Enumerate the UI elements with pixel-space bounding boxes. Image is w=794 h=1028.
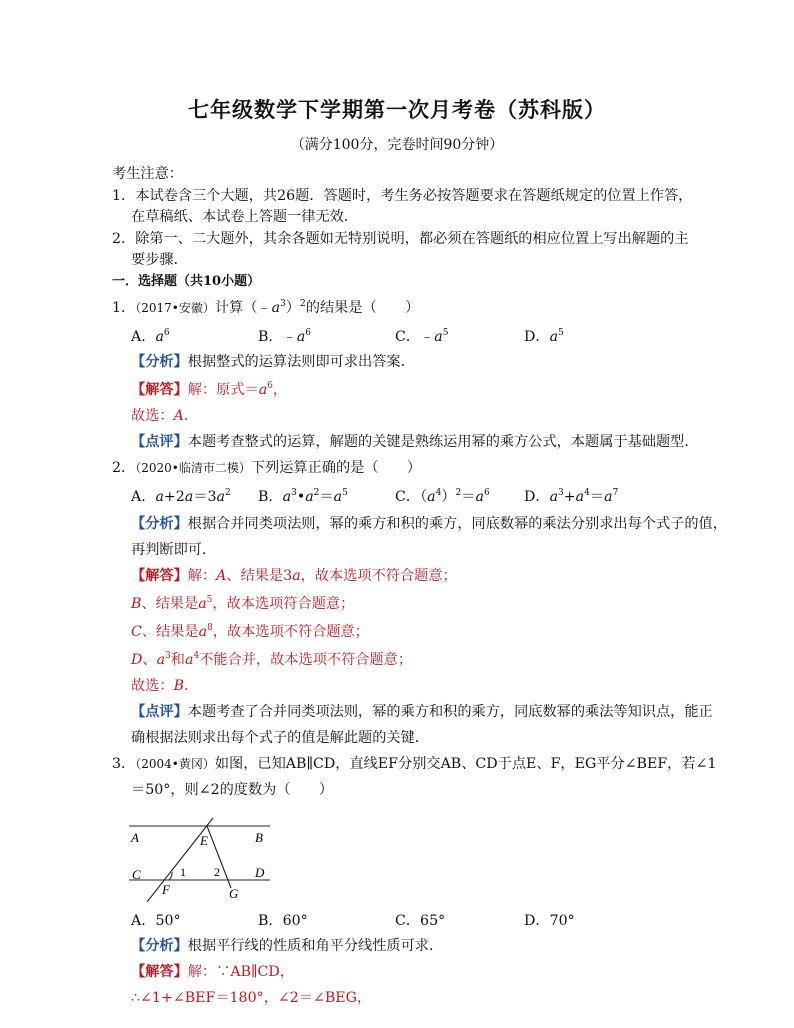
q1-exp-inner: 3	[280, 299, 286, 309]
q1-source: （2017•安徽）	[135, 301, 215, 315]
notice-item-1-line-1: 1．本试卷含三个大题，共26题．答题时，考生务必按答题要求在答题纸规定的位置上作答，	[112, 188, 693, 204]
q2-option-d: D．$a^3+a^4=a^7$	[524, 488, 619, 505]
q1-option-b: B．$﹣a^6$	[258, 328, 312, 345]
notice-item-2-line-2: 要步骤．	[131, 252, 188, 268]
q1-option-a: A．$a^6$	[131, 328, 170, 345]
q1-option-d: D．$a^5$	[524, 328, 564, 345]
q3-analysis: 【分析】根据平行线的性质和角平分线性质可求．	[131, 938, 444, 954]
figure-label-c: C	[132, 867, 141, 882]
q1-number: 1．	[112, 300, 136, 316]
figure-label-b: B	[255, 830, 263, 845]
q2-option-c: C．$(a^4)^2=a^6$	[395, 488, 490, 505]
page-subtitle: （满分100分，完卷时间90分钟）	[290, 137, 504, 153]
q1-option-c: C．$﹣a^5$	[395, 328, 449, 345]
q2-analysis-line-2: 再判断即可．	[131, 542, 217, 558]
q3-answer-line-2: ∴∠1+∠BEF＝180°，∠2＝∠BEG，	[131, 990, 372, 1006]
q1-answer-tag: 【解答】	[131, 382, 188, 398]
figure-label-e: E	[200, 833, 208, 848]
q2-source: （2020•临清市二模）	[135, 461, 251, 475]
q3-option-c: C．65°	[395, 913, 446, 929]
q3-option-d: D．70°	[524, 913, 575, 929]
figure-label-f: F	[162, 882, 170, 897]
q1-stem-part-b: ）	[285, 300, 301, 316]
figure-label-a: A	[131, 830, 139, 845]
q3-stem-line-2: ＝50°，则∠2的度数为（ ）	[131, 782, 334, 798]
q1-choose: 故选：A．	[131, 408, 199, 424]
q3-option-b: B．60°	[258, 913, 308, 929]
q1-stem-part-a: 计算（﹣	[214, 300, 272, 316]
figure-label-angle-1: 1	[180, 865, 186, 879]
q1-analysis-tag: 【分析】	[131, 354, 188, 370]
section-heading: 一．选择题（共10小题）	[112, 274, 261, 289]
q2-answer-b: B、结果是$a^5$，故本选项符合题意；	[131, 595, 355, 612]
q3-stem-line-1: 3．（2004•黄冈）如图，已知AB∥CD，直线EF分别交AB、CD于点E、F，EG平分∠BEF，若∠1	[112, 756, 717, 772]
q1-comment: 【点评】本题考查整式的运算，解题的关键是熟练运用幂的乘方公式，本题属于基础题型．	[131, 434, 699, 450]
q1-comment-tag: 【点评】	[131, 434, 188, 450]
q2-analysis-line-1: 【分析】根据合并同类项法则，幂的乘方和积的乘方，同底数幂的乘法分别求出每个式子的值，	[131, 516, 727, 532]
page-title: 七年级数学下学期第一次月考卷（苏科版）	[188, 97, 606, 122]
q2-comment-line-2: 确根据法则求出每个式子的值是解此题的关键．	[131, 730, 429, 746]
q3-figure	[125, 810, 285, 902]
q2-option-a: A．$a+2a=3a^2$	[131, 488, 231, 505]
q2-answer-c: C、结果是$a^8$，故本选项不符合题意；	[131, 623, 369, 640]
notice-item-2-line-1: 2．除第一、二大题外，其余各题如无特别说明，都必须在答题纸的相应位置上写出解题的主	[112, 231, 689, 247]
figure-label-g: G	[229, 886, 239, 901]
q3-answer-line-1: 【解答】解：∵AB∥CD，	[131, 964, 294, 980]
q1-answer: 【解答】解：原式$=a^6$，	[131, 381, 288, 398]
q2-answer-a: 【解答】解：A、结果是3a，故本选项不符合题意；	[131, 568, 457, 584]
notice-item-1-line-2: 在草稿纸、本试卷上答题一律无效．	[131, 209, 359, 225]
q1-exp-outer: 2	[300, 299, 306, 309]
figure-label-angle-2: 2	[214, 865, 220, 879]
notice-heading: 考生注意：	[112, 166, 183, 182]
q1-stem-part-c: 的结果是（ ）	[305, 300, 420, 316]
figure-label-d: D	[255, 865, 265, 880]
q2-stem: 2．（2020•临清市二模）下列运算正确的是（ ）	[112, 460, 422, 476]
q2-answer-d: D、$a^3$和$a^4$不能合并，故本选项不符合题意；	[131, 651, 413, 668]
q2-comment-line-1: 【点评】本题考查了合并同类项法则，幂的乘方和积的乘方，同底数幂的乘法等知识点，能正	[131, 704, 713, 720]
q2-choose: 故选：B．	[131, 678, 199, 694]
q1-analysis: 【分析】根据整式的运算法则即可求出答案．	[131, 354, 415, 370]
q3-option-a: A．50°	[131, 913, 181, 929]
q1-stem: 1．（2017•安徽）计算$(﹣a^3)^2$的结果是（ ）	[112, 299, 420, 316]
q2-option-b: B．$a^3•a^2=a^5$	[258, 488, 348, 505]
